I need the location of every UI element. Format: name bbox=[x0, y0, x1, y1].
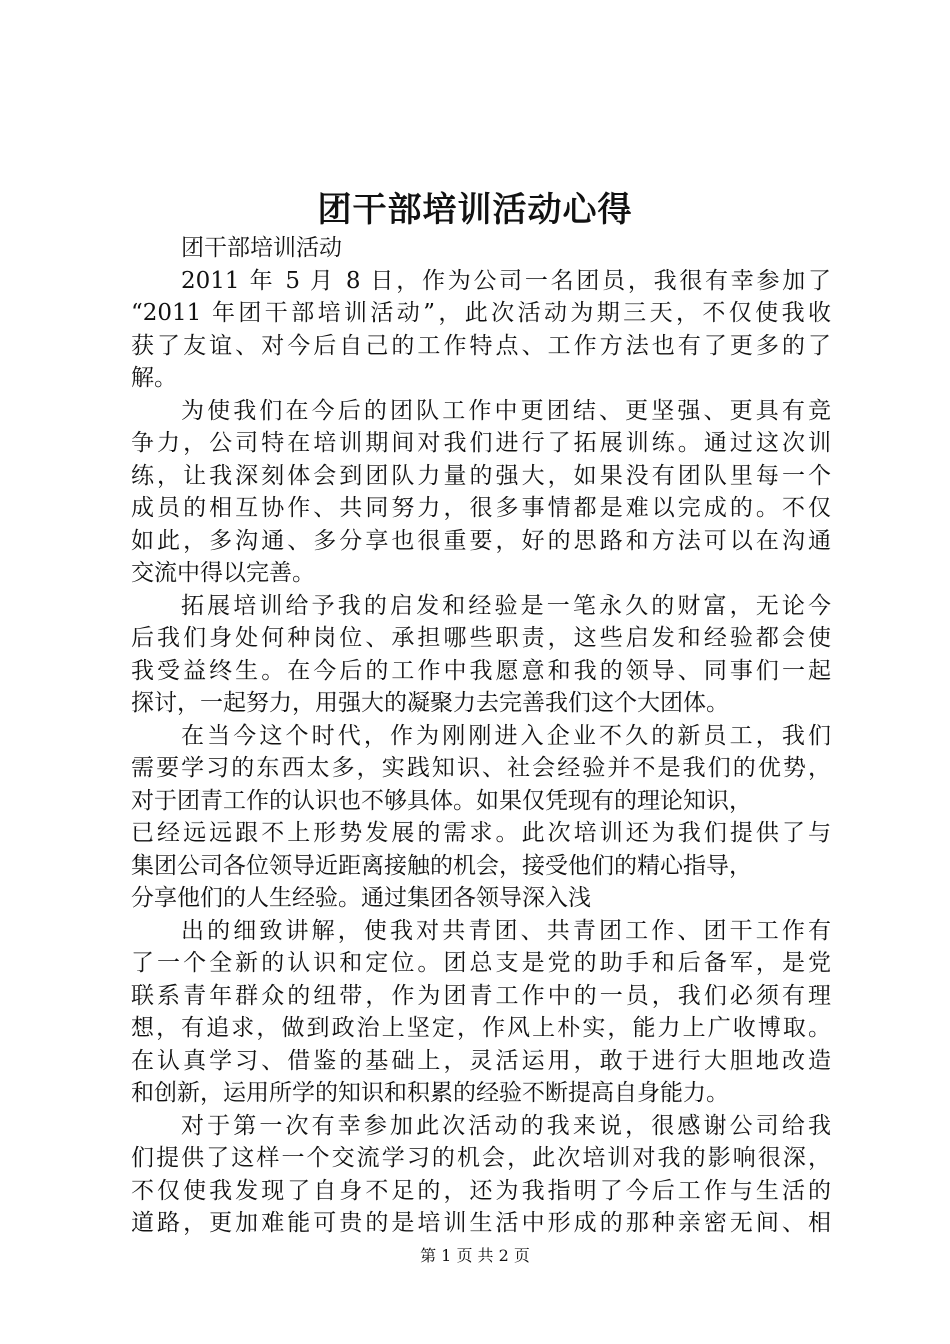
paragraph-line: 了一个全新的认识和定位。团总支是党的助手和后备军，是党 bbox=[131, 950, 831, 976]
paragraph-line: 想，有追求，做到政治上坚定，作风上朴实，能力上广收博取。 bbox=[131, 1015, 831, 1041]
paragraph-line: 道路，更加难能可贵的是培训生活中形成的那种亲密无间、相 bbox=[131, 1210, 831, 1236]
paragraph-line: “2011 年团干部培训活动”，此次活动为期三天，不仅使我收 bbox=[131, 300, 831, 326]
paragraph-line: 争力，公司特在培训期间对我们进行了拓展训练。通过这次训 bbox=[131, 430, 831, 456]
paragraph-line: 出的细致讲解，使我对共青团、共青团工作、团干工作有 bbox=[181, 917, 831, 944]
paragraph-line: 在认真学习、借鉴的基础上，灵活运用，敢于进行大胆地改造 bbox=[131, 1047, 831, 1074]
paragraph-line: 联系青年群众的纽带，作为团青工作中的一员，我们必须有理 bbox=[131, 982, 831, 1009]
paragraph-line: 练，让我深刻体会到团队力量的强大，如果没有团队里每一个 bbox=[131, 462, 831, 489]
paragraph-line: 需要学习的东西太多，实践知识、社会经验并不是我们的优势， bbox=[131, 755, 831, 781]
paragraph-line: 分享他们的人生经验。通过集团各领导深入浅 bbox=[131, 885, 591, 911]
section-heading: 团干部培训活动 bbox=[181, 235, 342, 261]
paragraph-line: 和创新，运用所学的知识和积累的经验不断提高自身能力。 bbox=[131, 1080, 729, 1106]
paragraph-line: 在当今这个时代，作为刚刚进入企业不久的新员工，我们 bbox=[181, 722, 831, 749]
paragraph-line: 拓展培训给予我的启发和经验是一笔永久的财富，无论今 bbox=[181, 592, 831, 619]
paragraph-line: 获了友谊、对今后自己的工作特点、工作方法也有了更多的了 bbox=[131, 332, 831, 359]
page-title: 团干部培训活动心得 bbox=[317, 190, 633, 230]
paragraph-line: 如此，多沟通、多分享也很重要，好的思路和方法可以在沟通 bbox=[131, 527, 831, 554]
paragraph-line: 成员的相互协作、共同努力，很多事情都是难以完成的。不仅 bbox=[131, 495, 831, 521]
paragraph-line: 2011 年 5 月 8 日，作为公司一名团员，我很有幸参加了 bbox=[181, 267, 831, 294]
document-body bbox=[131, 232, 831, 1240]
paragraph-line: 我受益终生。在今后的工作中我愿意和我的领导、同事们一起 bbox=[131, 657, 831, 684]
paragraph-line: 们提供了这样一个交流学习的机会，此次培训对我的影响很深， bbox=[131, 1145, 831, 1171]
paragraph-line: 不仅使我发现了自身不足的，还为我指明了今后工作与生活的 bbox=[131, 1177, 831, 1204]
paragraph-line: 后我们身处何种岗位、承担哪些职责，这些启发和经验都会使 bbox=[131, 625, 831, 651]
paragraph-line: 探讨，一起努力，用强大的凝聚力去完善我们这个大团体。 bbox=[131, 690, 729, 716]
paragraph-line: 解。 bbox=[131, 365, 177, 391]
paragraph-line: 对于团青工作的认识也不够具体。如果仅凭现有的理论知识， bbox=[131, 787, 752, 814]
paragraph-line: 集团公司各位领导近距离接触的机会，接受他们的精心指导， bbox=[131, 852, 752, 879]
paragraph-line: 对于第一次有幸参加此次活动的我来说，很感谢公司给我 bbox=[181, 1112, 831, 1139]
paragraph-line: 为使我们在今后的团队工作中更团结、更坚强、更具有竞 bbox=[181, 397, 831, 424]
paragraph-line: 交流中得以完善。 bbox=[131, 560, 315, 586]
page-number-footer: 第 1 页 共 2 页 bbox=[420, 1246, 530, 1265]
paragraph-line: 已经远远跟不上形势发展的需求。此次培训还为我们提供了与 bbox=[131, 820, 831, 846]
